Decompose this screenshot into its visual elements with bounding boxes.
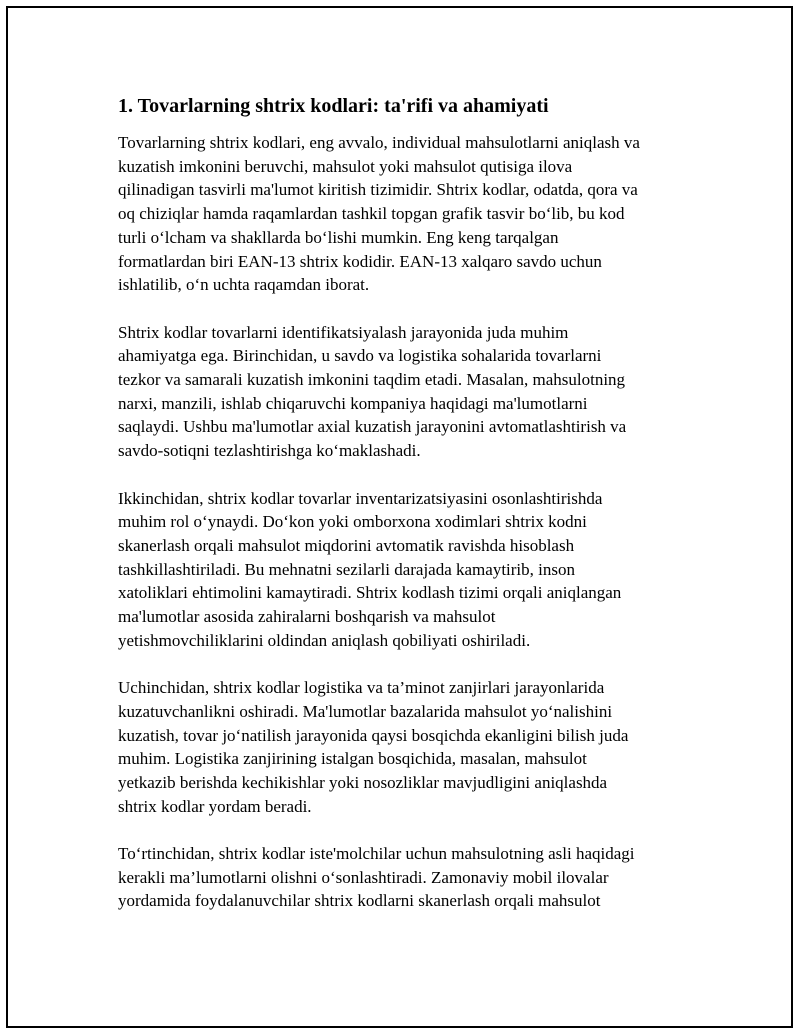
text-line: kuzatish, tovar joʻnatilish jarayonida qaysi bosqichda ekanligini bilish juda <box>118 725 629 745</box>
document-body <box>118 94 693 937</box>
text-line: tezkor va samarali kuzatish imkonini taqdim etadi. Masalan, mahsulotning <box>118 370 626 390</box>
text-line: Toʻrtinchidan, shtrix kodlar iste'molchilar uchun mahsulotning asli haqidagi <box>118 844 635 864</box>
text-line: Tovarlarning shtrix kodlari, eng avvalo, individual mahsulotlarni aniqlash va <box>118 133 640 152</box>
text-line: saqlaydi. Ushbu ma'lumotlar axial kuzatish jarayonini avtomatlashtirish va <box>118 417 627 437</box>
text-line: yordamida foydalanuvchilar shtrix kodlarni skanerlash orqali mahsulot <box>118 891 601 911</box>
text-line: turli oʻlcham va shakllarda boʻlishi mumkin. Eng keng tarqalgan <box>118 227 559 247</box>
paragraph-consumers <box>118 842 693 913</box>
text-line: yetkazib berishda kechikishlar yoki nosozliklar mavjudligini aniqlashda <box>118 772 608 792</box>
text-line: muhim rol oʻynaydi. Doʻkon yoki omborxona xodimlari shtrix kodni <box>118 512 587 532</box>
text-line: shtrix kodlar yordam beradi. <box>118 796 312 816</box>
text-line: oq chiziqlar hamda raqamlardan tashkil topgan grafik tasvir boʻlib, bu kod <box>118 204 625 224</box>
text-line: yetishmovchiliklarini oldindan aniqlash qobiliyati oshiriladi. <box>118 630 531 650</box>
text-line: Uchinchidan, shtrix kodlar logistika va ta’minot zanjirlari jarayonlarida <box>118 678 605 698</box>
text-line: ahamiyatga ega. Birinchidan, u savdo va logistika sohalarida tovarlarni <box>118 346 602 366</box>
text-line: formatlardan biri EAN-13 shtrix kodidir. EAN-13 xalqaro savdo uchun <box>118 251 602 271</box>
paragraph-inventory <box>118 487 693 653</box>
text-line: qilinadigan tasvirli ma'lumot kiritish tizimidir. Shtrix kodlar, odatda, qora va <box>118 180 638 200</box>
text-line: muhim. Logistika zanjirining istalgan bosqichida, masalan, mahsulot <box>118 749 587 769</box>
text-line: narxi, manzili, ishlab chiqaruvchi kompaniya haqidagi ma'lumotlarni <box>118 393 588 413</box>
text-line: ma'lumotlar asosida zahiralarni boshqarish va mahsulot <box>118 607 496 627</box>
paragraph-importance <box>118 321 693 463</box>
text-line: savdo-sotiqni tezlashtirishga koʻmaklashadi. <box>118 441 421 461</box>
text-line: ishlatilib, oʻn uchta raqamdan iborat. <box>118 275 370 295</box>
text-line: kerakli ma’lumotlarni olishni oʻsonlashtiradi. Zamonaviy mobil ilovalar <box>118 867 609 887</box>
section-heading: 1. Tovarlarning shtrix kodlari: ta'rifi va ahamiyati <box>118 95 549 117</box>
paragraph-definition <box>118 131 693 297</box>
paragraph-logistics <box>118 676 693 818</box>
text-line: kuzatuvchanlikni oshiradi. Ma'lumotlar bazalarida mahsulot yoʻnalishini <box>118 701 613 721</box>
text-line: xatoliklari ehtimolini kamaytiradi. Shtrix kodlash tizimi orqali aniqlangan <box>118 583 622 603</box>
text-line: kuzatish imkonini beruvchi, mahsulot yoki mahsulot qutisiga ilova <box>118 156 573 176</box>
text-line: Shtrix kodlar tovarlarni identifikatsiyalash jarayonida juda muhim <box>118 322 569 342</box>
text-line: skanerlash orqali mahsulot miqdorini avtomatik ravishda hisoblash <box>118 535 575 555</box>
text-line: Ikkinchidan, shtrix kodlar tovarlar inventarizatsiyasini osonlashtirishda <box>118 488 603 508</box>
text-line: tashkillashtiriladi. Bu mehnatni sezilarli darajada kamaytirib, inson <box>118 559 575 579</box>
